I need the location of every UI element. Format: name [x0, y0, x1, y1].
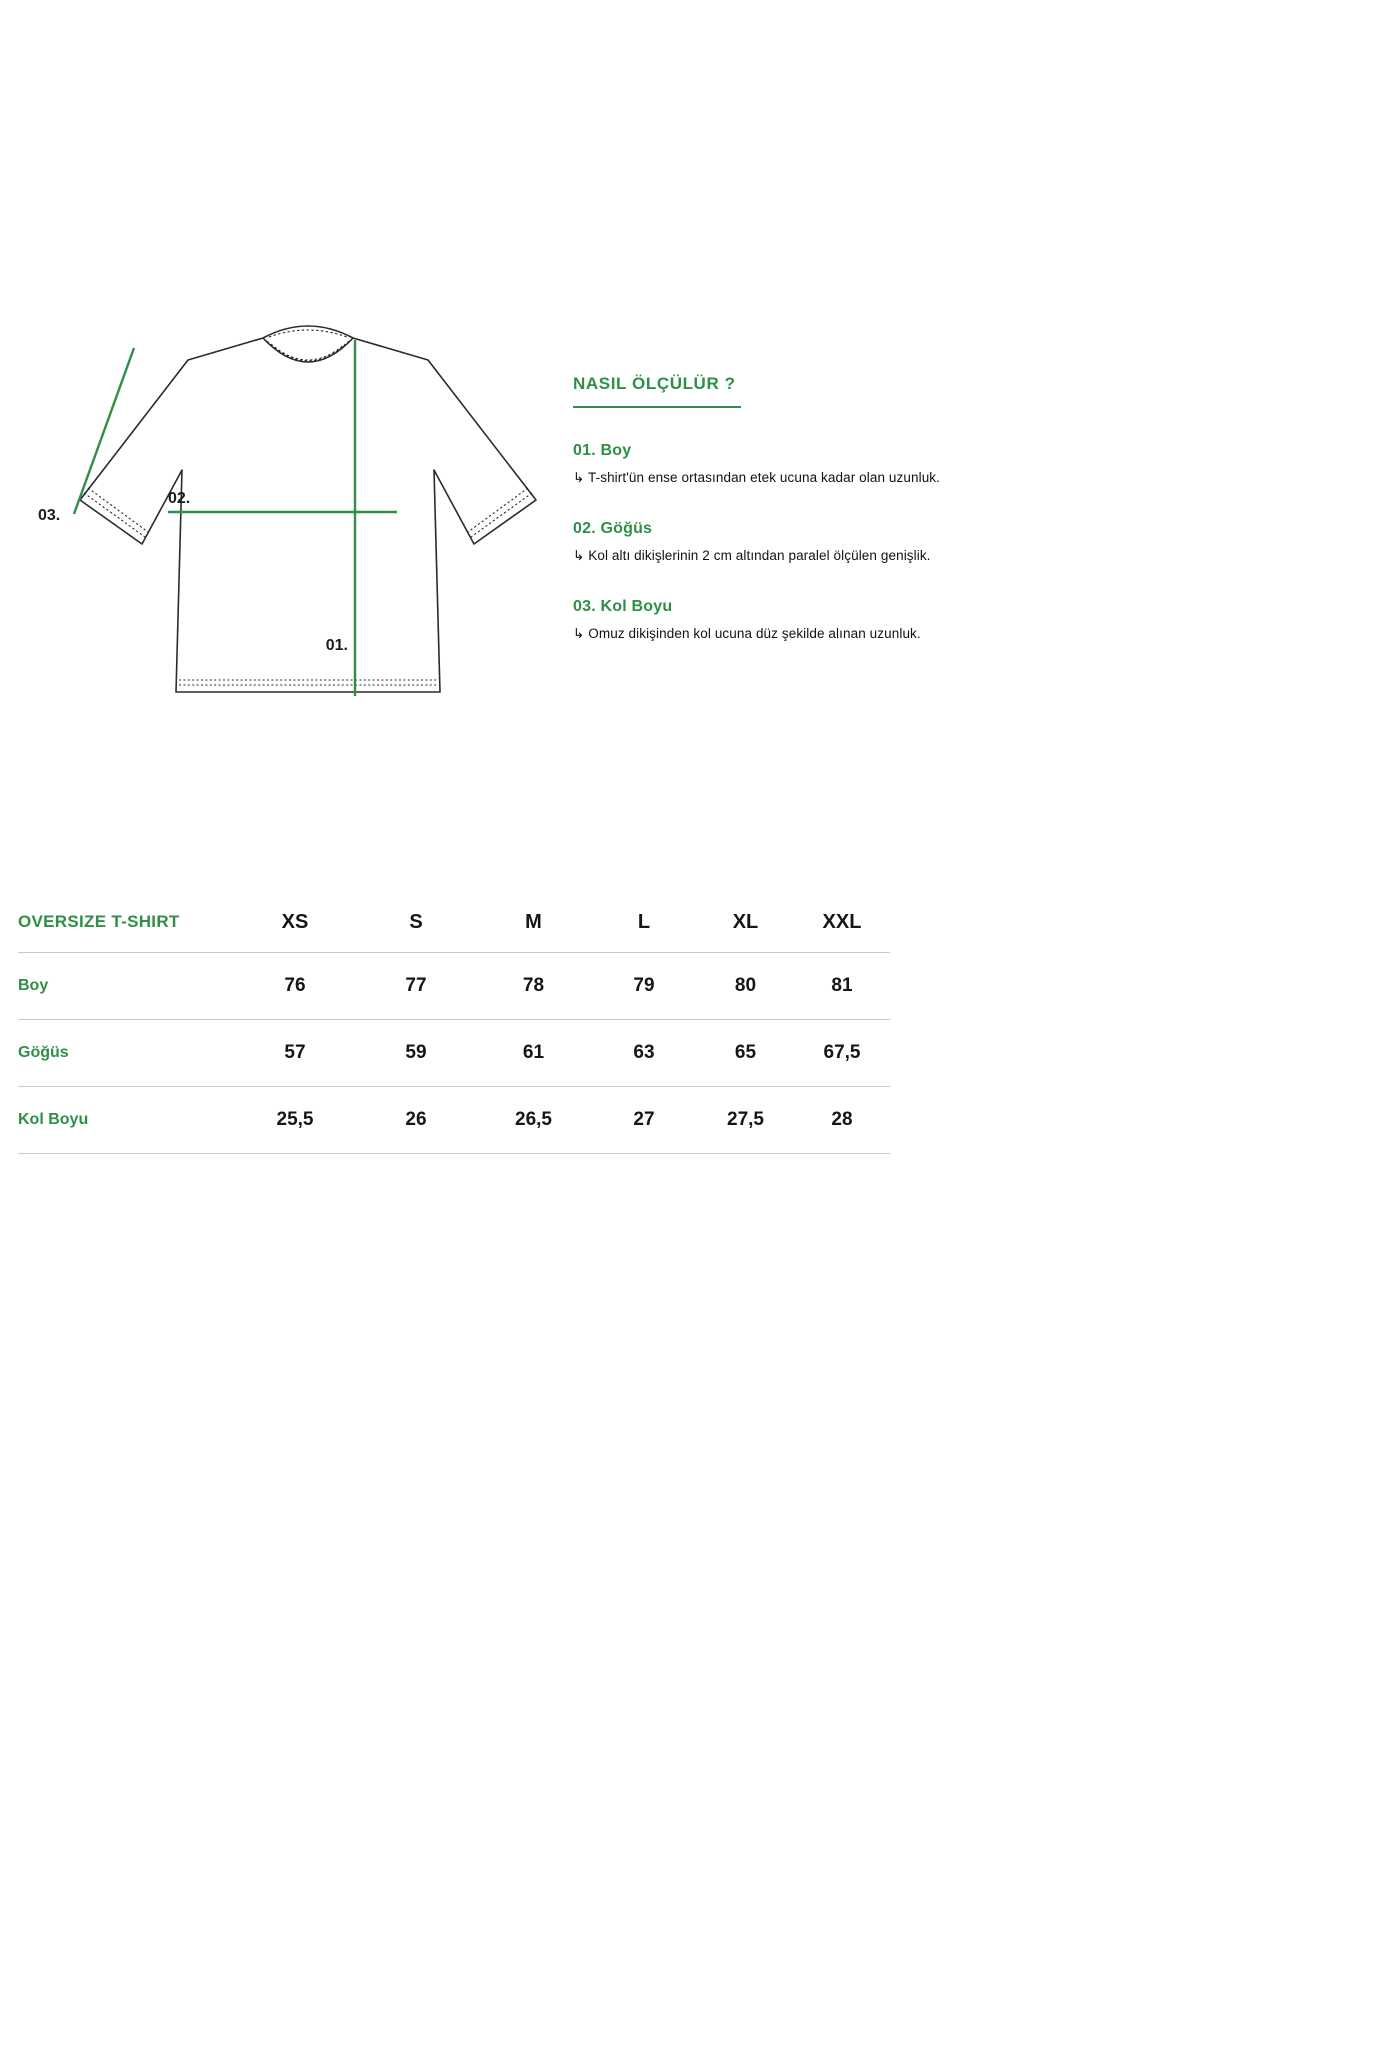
boy-l: 79 — [633, 975, 655, 996]
how-to-item-gogus — [573, 520, 1023, 564]
table-row-boy — [18, 953, 890, 1020]
tshirt-outline — [80, 326, 536, 692]
kol-boyu-xs: 25,5 — [276, 1109, 314, 1130]
boy-s: 77 — [405, 975, 427, 996]
how-to-heading-boy: 01. Boy — [573, 442, 632, 459]
gogus-xl: 65 — [734, 1042, 757, 1063]
how-to-measure-section — [573, 374, 1023, 642]
how-to-desc-kol-boyu: ↳ Omuz dikişinden kol ucuna düz şekilde alınan uzunluk. — [573, 626, 921, 641]
size-table-header-row — [18, 892, 890, 953]
kol-boyu-xxl: 28 — [831, 1109, 853, 1130]
tshirt-diagram-svg — [30, 300, 550, 730]
how-to-heading-kol-boyu: 03. Kol Boyu — [573, 598, 673, 615]
boy-xs: 76 — [284, 975, 306, 996]
size-table-title: OVERSIZE T-SHIRT — [18, 912, 180, 931]
tshirt-measurement-diagram — [30, 300, 550, 730]
how-to-item-kol-boyu — [573, 598, 1023, 642]
how-to-desc-boy: ↳ T-shirt'ün ense ortasından etek ucuna kadar olan uzunluk. — [573, 470, 941, 485]
row-label-boy: Boy — [18, 977, 49, 994]
kol-boyu-s: 26 — [405, 1109, 427, 1130]
kol-boyu-m: 26,5 — [515, 1109, 552, 1130]
how-to-heading-gogus: 02. Göğüs — [573, 520, 653, 537]
how-to-item-boy — [573, 442, 1023, 486]
gogus-s: 59 — [405, 1042, 427, 1063]
size-col-xxl: XXL — [822, 910, 862, 933]
kol-boyu-l: 27 — [633, 1109, 655, 1130]
how-to-desc-gogus: ↳ Kol altı dikişlerinin 2 cm altından paralel ölçülen genişlik. — [573, 548, 931, 563]
kol-boyu-xl: 27,5 — [727, 1109, 764, 1130]
gogus-l: 63 — [633, 1042, 655, 1063]
row-label-gogus: Göğüs — [18, 1044, 69, 1061]
size-table — [18, 892, 890, 1154]
measure-label-gogus: 02. — [168, 490, 191, 507]
gogus-m: 61 — [522, 1042, 545, 1063]
boy-m: 78 — [522, 975, 545, 996]
table-row-gogus — [18, 1020, 890, 1087]
size-col-l: L — [637, 910, 651, 933]
how-to-title: NASIL ÖLÇÜLÜR ? — [573, 374, 736, 393]
boy-xl: 80 — [734, 975, 757, 996]
size-col-xs: XS — [281, 910, 309, 933]
measure-label-kol-boyu: 03. — [38, 507, 61, 524]
gogus-xxl: 67,5 — [823, 1042, 861, 1063]
boy-xxl: 81 — [831, 975, 853, 996]
how-to-title-underline — [573, 406, 741, 408]
size-col-m: M — [525, 910, 542, 933]
measure-label-boy: 01. — [325, 637, 348, 654]
row-label-kol-boyu: Kol Boyu — [18, 1111, 89, 1128]
gogus-xs: 57 — [284, 1042, 306, 1063]
size-col-xl: XL — [732, 910, 759, 933]
table-row-kol-boyu — [18, 1087, 890, 1154]
size-col-s: S — [409, 910, 423, 933]
